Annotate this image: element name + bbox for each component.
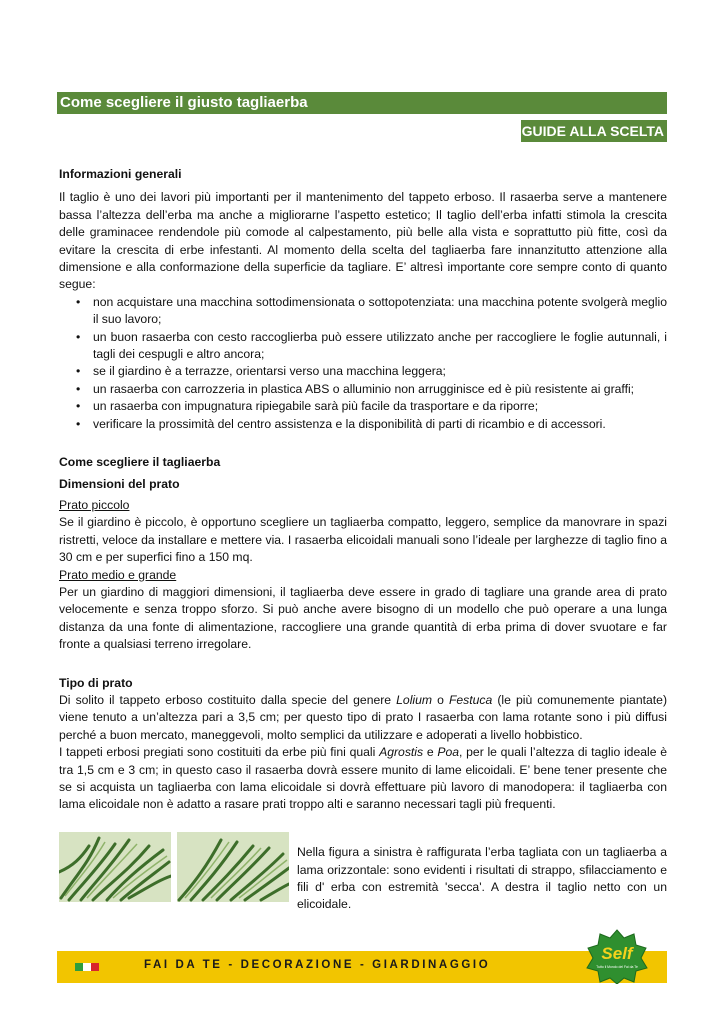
choose-heading: Come scegliere il tagliaerba (59, 455, 221, 470)
list-item: • se il giardino è a terrazze, orientarsi verso una macchina leggera; (93, 363, 667, 380)
svg-text:Self: Self (601, 944, 633, 963)
section-label-bar (521, 120, 667, 142)
grass-torn-image (59, 832, 171, 902)
figure-row (59, 832, 667, 912)
size-heading: Dimensioni del prato (59, 476, 180, 491)
grass-clean-cut-image (177, 832, 289, 902)
medium-lawn-text: Per un giardino di maggiori dimensioni, il tagliaerba deve essere in grado di tagliare una grande area di prato velocemente e senza troppo sforzo. Si può anche avere bisogno di un modello che può operare a una lunga distanza da una fonte di alimentazione, raccogliere una grande quantità di erba prima di dover svuotare e far fronte a qualsiasi terreno irregolare. (59, 584, 667, 652)
medium-lawn-title: Prato medio e grande (59, 567, 177, 582)
tips-list (59, 294, 667, 433)
list-item: • un rasaerba con impugnatura ripiegabile sarà più facile da trasportare e da riporre; (93, 398, 667, 415)
lawn-type-paragraph-2: I tappeti erbosi pregiati sono costituiti da erbe più fini quali Agrostis e Poa, per le quali l’altezza di taglio ideale è tra 1,5 cm e 3 cm; in questo caso il rasaerba dovrà essere munito di lame elicoidali. E’ bene tener presente che se si acquista un tagliaerba con lama elicoidale si dovrà effettuare più lavoro di manodopera: il tagliaerba con lama elicoidale non è adatto a rasare prati troppo alti e saranno necessari tagli più frequenti. (59, 745, 667, 812)
section-label: GUIDE ALLA SCELTA (521, 123, 664, 139)
small-lawn-text: Se il giardino è piccolo, è opportuno scegliere un tagliaerba compatto, leggero, semplice da manovrare in spazi ristretti, veloce da installare e mettere via. I rasaerba elicoidali manuali sono l’ideale per larghezze di taglio fino a 30 cm e per superfici fino a 150 mq. (59, 515, 667, 565)
self-logo (586, 928, 648, 984)
list-item: • non acquistare una macchina sottodimensionata o sottopotenziata: una macchina potente svolgerà meglio il suo lavoro; (93, 294, 667, 329)
footer-bar (57, 951, 667, 983)
footer-tagline: FAI DA TE - DECORAZIONE - GIARDINAGGIO (144, 959, 491, 971)
general-intro: Il taglio è uno dei lavori più importanti per il mantenimento del tappeto erboso. Il rasaerba serve a mantenere bassa l’altezza dell’erba ma anche a migliorarne l’aspetto estetico; Il taglio dell’erba infatti stimola la crescita delle graminacee rendendole più comode al calpestamento, più belle alla vista e soprattutto più fitte, così da evitare la crescita di erbe infestanti. Al momento della scelta del tagliaerba fare innanzitutto attenzione alla dimensione e alla conformazione della superficie da tagliare. E’ altresì importante core sempre conto di quanto segue: (59, 190, 667, 292)
list-item: • un rasaerba con carrozzeria in plastica ABS o alluminio non arrugginisce ed è più resistente ai graffi; (93, 381, 667, 398)
document-body (59, 166, 667, 814)
lawn-type-paragraph-1: Di solito il tappeto erboso costituito dalla specie del genere Lolium o Festuca (le più comunemente piantate) viene tenuto a un’altezza pari a 3,5 cm; per questo tipo di prato I rasaerba con lama rotante sono i più diffusi perché a buon mercato, maneggevoli, molto semplici da utilizzare e adoperati a livello hobbistico. (59, 692, 668, 742)
title-bar (57, 92, 667, 114)
italian-flag-icon (75, 963, 99, 971)
list-item: • verificare la prossimità del centro assistenza e la disponibilità di parti di ricambio e di accessori. (93, 416, 667, 433)
small-lawn-title: Prato piccolo (59, 497, 130, 512)
general-heading: Informazioni generali (59, 167, 182, 181)
list-item: • un buon rasaerba con cesto raccoglierba può essere utilizzato anche per raccogliere le foglie autunnali, i tagli dei cespugli e altro ancora; (93, 329, 667, 364)
figure-caption: Nella figura a sinistra è raffigurata l’erba tagliata con un tagliaerba a lama orizzontale: sono evidenti i risultati di strappo, sfilacciamento e fili d' erba con estremità 'secca'. A destra il taglio netto con un elicoidale. (297, 845, 667, 912)
lawn-type-heading: Tipo di prato (59, 675, 133, 690)
svg-text:Tutto il Mondo del Fai da Te: Tutto il Mondo del Fai da Te (596, 965, 638, 969)
page-title: Come scegliere il giusto tagliaerba (60, 94, 308, 111)
